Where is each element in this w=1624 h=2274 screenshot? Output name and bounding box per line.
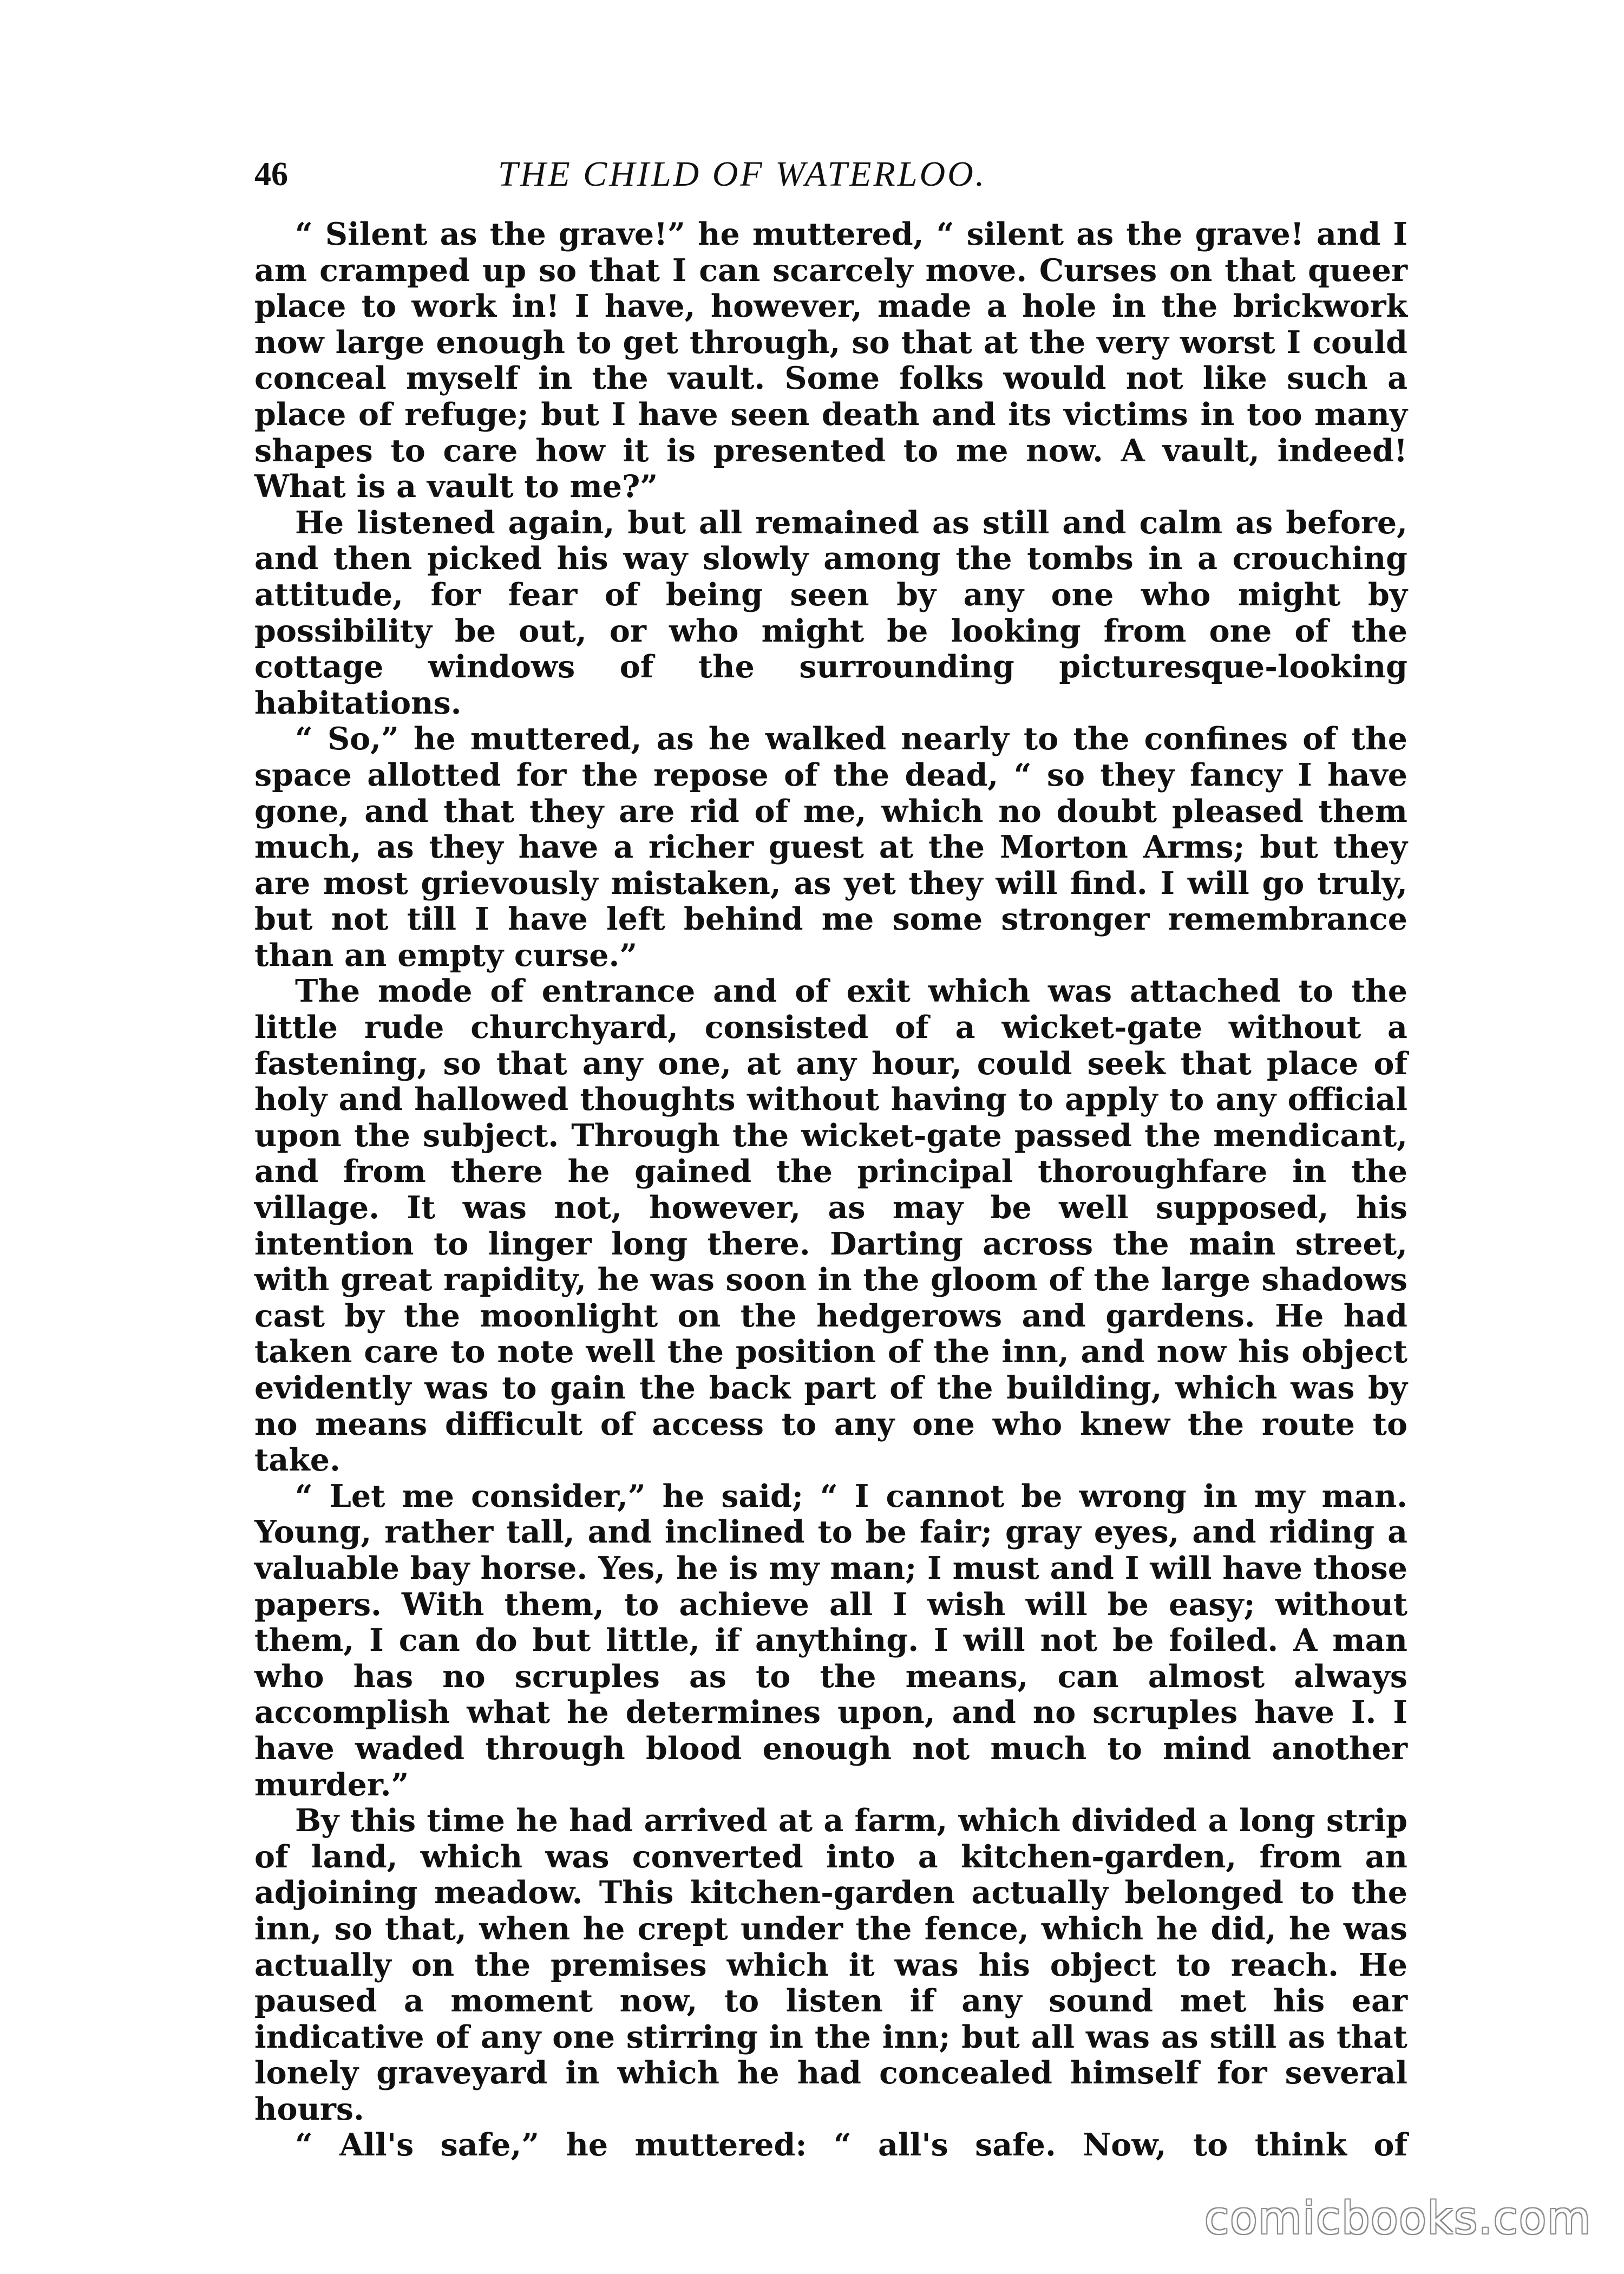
page-header <box>254 153 1407 207</box>
paragraph: “ All's safe,” he muttered: “ all's safe. Now, to think of <box>295 2127 1407 2164</box>
running-title: THE CHILD OF WATERLOO. <box>498 154 987 194</box>
paragraph: The mode of entrance and of exit which was attached to the little rude churchyard, consisted of a wicket-gate without a fastening, so that any one, at any hour, could seek that place of holy and hallowed thoughts without having to apply to any official upon the subject. Through the wicket-gate passed the mendicant, and from there he gained the principal thoroughfare in the village. It was not, however, as may be well supposed, his intention to linger long there. Darting across the main street, with great rapidity, he was soon in the gloom of the large shadows cast by the moonlight on the hedgerows and gardens. He had taken care to note well the position of the inn, and now his object evidently was to gain the back part of the building, which was by no means difficult of access to any one who knew the route to take. <box>254 973 1407 1479</box>
watermark-text: comicbooks.com <box>1204 2193 1592 2244</box>
paragraph: “ Silent as the grave!” he muttered, “ silent as the grave! and I am cramped up so that I can scarcely move. Curses on that queer place to work in! I have, however, made a hole in the brickwork now large enough to get through, so that at the very worst I could conceal myself in the vault. Some folks would not like such a place of refuge; but I have seen death and its victims in too many shapes to care how it is presented to me now. A vault, indeed! What is a vault to me?” <box>254 216 1407 505</box>
paragraph: “ Let me consider,” he said; “ I cannot be wrong in my man. Young, rather tall, and inclined to be fair; gray eyes, and riding a valuable bay horse. Yes, he is my man; I must and I will have those papers. With them, to achieve all I wish will be easy; without them, I can do but little, if anything. I will not be foiled. A man who has no scruples as to the means, can almost always accomplish what he determines upon, and no scruples have I. I have waded through blood enough not much to mind another murder.” <box>254 1478 1407 1803</box>
paragraph: He listened again, but all remained as still and calm as before, and then picked his way slowly among the tombs in a crouching attitude, for fear of being seen by any one who might by possibility be out, or who might be looking from one of the cottage windows of the surrounding picturesque-looking habitations. <box>254 504 1407 721</box>
body-text <box>254 217 1407 2164</box>
paragraph: “ So,” he muttered, as he walked nearly to the confines of the space allotted for the repose of the dead, “ so they fancy I have gone, and that they are rid of me, which no doubt pleased them much, as they have a richer guest at the Morton Arms; but they are most grievously mistaken, as yet they will find. I will go truly, but not till I have left behind me some stronger remembrance than an empty curse.” <box>254 721 1407 973</box>
paragraph: By this time he had arrived at a farm, which divided a long strip of land, which was converted into a kitchen-garden, from an adjoining meadow. This kitchen-garden actually belonged to the inn, so that, when he crept under the fence, which he did, he was actually on the premises which it was his object to reach. He paused a moment now, to listen if any sound met his ear indicative of any one stirring in the inn; but all was as still as that lonely graveyard in which he had concealed himself for several hours. <box>254 1802 1407 2127</box>
page-number: 46 <box>254 156 288 193</box>
